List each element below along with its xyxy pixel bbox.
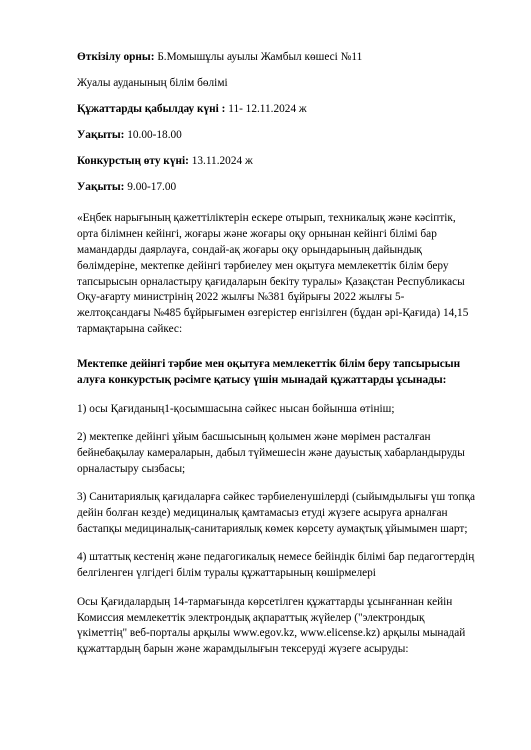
intro-paragraph: «Еңбек нарығының қажеттіліктерін ескере отырып, техникалық және кәсіптік, орта білімнен кейінгі, жоғары және жоғары оқу орнынан кейінгі білімі бар мамандарды даярлауға, сондай-ақ жоғары оқу орындарының дайындық бөлімдеріне, мектепке дейінгі тәрбиелеу мен оқытуға мемлекеттік білім беру тапсырысын орналастыру қағидаларын бекіту туралы» Қазақстан Республикасы Оқу-ағарту министрінің 2022 жылғы №381 бұйрығы 2022 жылғы 5-желтоқсандағы №485 бұйрығымен өзгерістер енгізілген (бұдан әрі-Қағида) 14,15 тармақтарына сәйкес: — [77, 211, 469, 336]
contest-date-label: Конкурстың өту күні: — [77, 154, 189, 167]
venue-value: Б.Момышұлы ауылы Жамбыл көшесі №11 — [154, 51, 363, 63]
contest-date-value: 13.11.2024 ж — [188, 154, 253, 167]
doc-dates-label: Құжаттарды қабылдау күні : — [77, 102, 226, 115]
closing-paragraph: Осы Қағидалардың 14-тармағында көрсетілген құжаттарды ұсынғаннан кейін Комиссия мемлекеттік электрондық ақпараттық жүйелер ("электрондық үкіметтің" веб-порталы арқылы www.egov.kz, www.elicense.kz) арқылы мынадай құжаттардың барын және жарамдылығын тексеруді жүзеге асыруды: — [77, 595, 466, 656]
doc-time-value: 10.00-18.00 — [124, 128, 182, 141]
requirement-item-3: 3) Санитариялық қағидаларға сәйкес тәрбиеленушілерді (сыйымдылығы үш топқа дейін болған кезде) медициналық қамтамасыз етуді жүзеге асыруға арналған бастапқы медициналық-санитариялық көмек көрсету аумақтық ұйымымен шарт; — [77, 491, 475, 535]
contest-time-value: 9.00-17.00 — [124, 180, 177, 193]
venue-line — [77, 50, 477, 66]
contest-time-line — [77, 180, 477, 196]
doc-dates-line — [77, 102, 477, 118]
requirement-item-1: 1) осы Қағиданың1-қосымшасына сәйкес нысан бойынша өтініш; — [77, 402, 395, 415]
document-page — [77, 50, 477, 658]
venue-label: Өткізілу орны: — [77, 51, 155, 63]
doc-dates-value: 11- 12.11.2024 ж — [225, 102, 307, 115]
contest-time-label: Уақыты: — [77, 180, 125, 193]
doc-time-label: Уақыты: — [77, 128, 125, 141]
doc-time-line — [77, 128, 477, 144]
requirement-item-2: 2) мектепке дейінгі ұйым басшысының қолымен және мөрімен расталған бейнебақылау камераларын, дабыл түймешесін және дауыстық хабарландыруды орналастыру сызбасы; — [77, 430, 465, 475]
department-line: Жуалы ауданының білім бөлімі — [77, 76, 228, 89]
contest-date-line — [77, 154, 477, 170]
requirement-item-4: 4) штаттық кестенің және педагогикалық немесе бейіндік білімі бар педагогтердің белгіленген үлгідегі білім туралы құжаттарының көшірмелері — [77, 551, 475, 580]
requirements-heading: Мектепке дейінгі тәрбие мен оқытуға мемлекеттік білім беру тапсырысын алуға конкурстық рәсімге қатысу үшін мынадай құжаттарды ұсынады: — [77, 358, 461, 387]
